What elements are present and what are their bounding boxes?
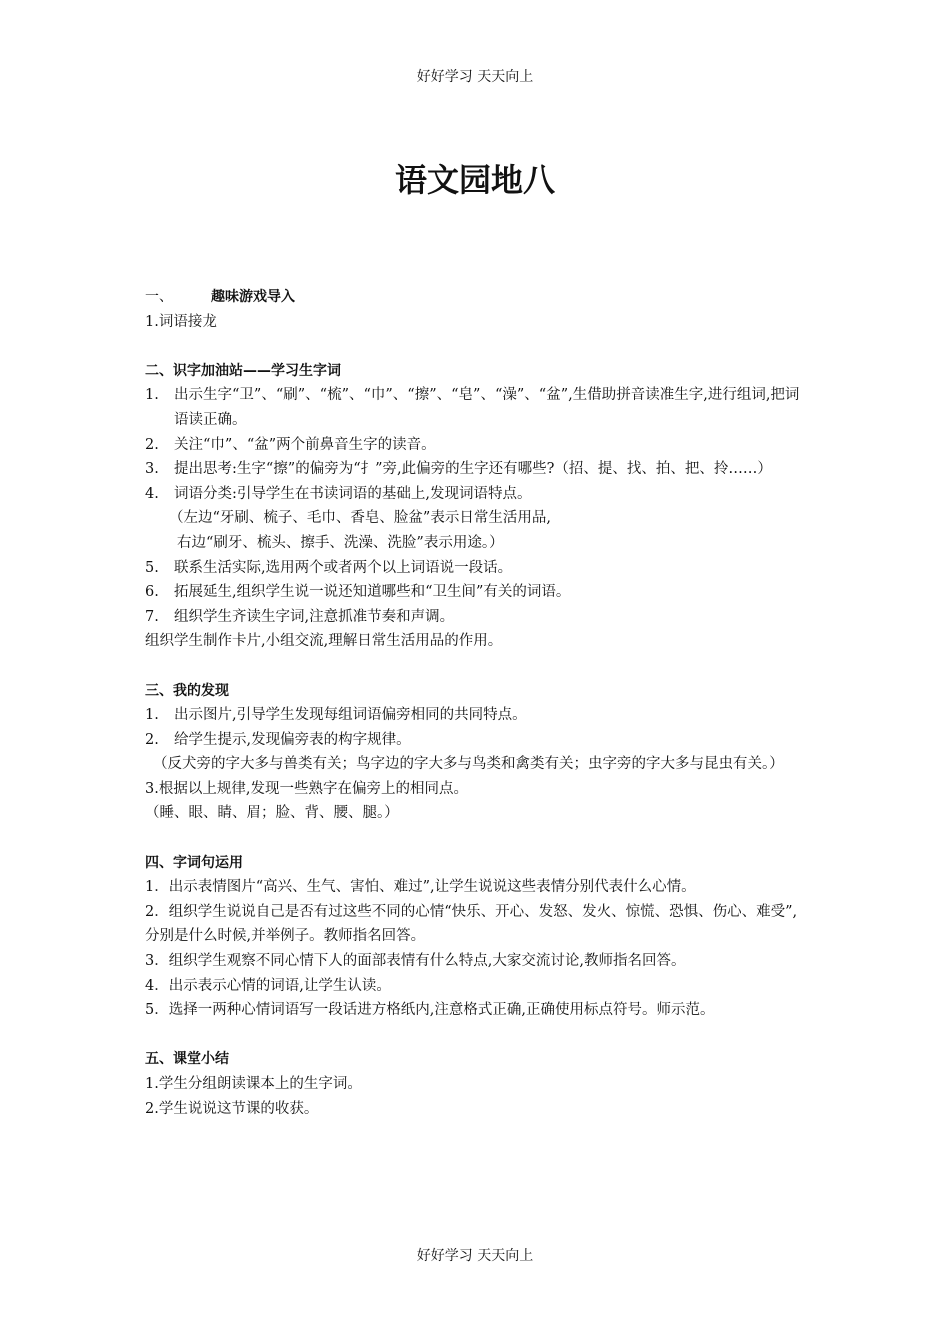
note-line: 右边“刷牙、梳头、擦手、洗澡、洗脸”表示用途。）	[177, 534, 504, 551]
list-item	[145, 457, 810, 482]
note-line: （反犬旁的字大多与兽类有关；鸟字边的字大多与鸟类和禽类有关；虫字旁的字大多与昆虫有关。）	[153, 756, 784, 773]
list-item	[145, 580, 810, 605]
list-item-number: 3.	[145, 461, 159, 478]
paragraph: 4．出示表示心情的词语,让学生认读。	[145, 977, 391, 994]
list-item-number: 4.	[145, 485, 159, 502]
list-item-text: 提出思考:生字“擦”的偏旁为“扌”旁,此偏旁的生字还有哪些?（招、提、找、拍、把、拎……）	[174, 461, 772, 478]
section-5-heading: 五、课堂小结	[145, 1051, 229, 1068]
list-item-number: 2.	[145, 436, 159, 453]
paragraph: 组织学生制作卡片,小组交流,理解日常生活用品的作用。	[145, 633, 503, 650]
list-item-number: 1.	[145, 707, 159, 724]
paragraph: 1.学生分组朗读课本上的生字词。	[145, 1076, 362, 1092]
section-2-heading: 二、识字加油站——学习生字词	[145, 362, 341, 379]
list-item-text: 拓展延生,组织学生说一说还知道哪些和“卫生间”有关的词语。	[174, 584, 571, 601]
list-item-number: 5.	[145, 559, 159, 576]
paragraph: 3．组织学生观察不同心情下人的面部表情有什么特点,大家交流讨论,教师指名回答。	[145, 953, 686, 970]
document-title: 语文园地八	[394, 161, 555, 199]
list-item	[145, 482, 810, 507]
section-3-heading: 三、我的发现	[145, 682, 229, 699]
list-item-text: 出示生字“卫”、“刷”、“梳”、“巾”、“擦”、“皂”、“澡”、“盆”,生借助拼音读准生字,进行组词,把词语读正确。	[174, 387, 800, 428]
list-item-text: 给学生提示,发现偏旁表的构字规律。	[174, 731, 411, 748]
list-item-text: 词语分类:引导学生在书读词语的基础上,发现词语特点。	[174, 485, 532, 502]
list-item	[145, 703, 810, 728]
list-item-text: 出示图片,引导学生发现每组词语偏旁相同的共同特点。	[174, 707, 527, 724]
list-item-number: 6.	[145, 584, 159, 601]
paragraph: 5．选择一两种心情词语写一段话进方格纸内,注意格式正确,正确使用标点符号。师示范。	[145, 1002, 715, 1019]
note-line: （左边“牙刷、梳子、毛巾、香皂、脸盆”表示日常生活用品,	[169, 510, 551, 527]
list-item	[145, 728, 810, 753]
blank-line	[145, 1023, 810, 1048]
blank-line	[145, 654, 810, 679]
blank-line	[145, 826, 810, 851]
list-item-text: 联系生活实际,选用两个或者两个以上词语说一段话。	[174, 559, 513, 576]
list-item-number: 2.	[145, 731, 159, 748]
list-item-number: 1.	[145, 387, 159, 404]
page-header: 好好学习 天天向上	[416, 69, 534, 85]
list-item	[145, 433, 810, 458]
list-item	[145, 556, 810, 581]
list-item-text: 组织学生齐读生字词,注意抓准节奏和声调。	[174, 608, 455, 625]
paragraph: 1．出示表情图片“高兴、生气、害怕、难过”,让学生说说这些表情分别代表什么心情。	[145, 879, 696, 896]
list-item	[145, 605, 810, 630]
paragraph: 2．组织学生说说自己是否有过这些不同的心情“快乐、开心、发怒、发火、惊慌、恐惧、伤心、难受”,分别是什么时候,并举例子。教师指名回答。	[145, 903, 798, 945]
paragraph: 3.根据以上规律,发现一些熟字在偏旁上的相同点。	[145, 780, 468, 797]
section-4-heading: 四、字词句运用	[145, 854, 243, 871]
page-footer: 好好学习 天天向上	[416, 1248, 534, 1264]
list-item-text: 关注“巾”、“盆”两个前鼻音生字的读音。	[174, 436, 436, 453]
section-1-line: 1.词语接龙	[145, 313, 217, 330]
document-body	[145, 285, 810, 1121]
section-1-number: 一、	[145, 289, 173, 305]
section-1-title: 趣味游戏导入	[211, 289, 295, 305]
paragraph: 2.学生说说这节课的收获。	[145, 1100, 319, 1117]
blank-line	[145, 334, 810, 359]
section-1-heading	[145, 285, 810, 310]
list-item-number: 7.	[145, 608, 159, 625]
list-item	[145, 383, 810, 432]
note-line: （睡、眼、睛、眉；脸、背、腰、腿。）	[145, 805, 399, 822]
